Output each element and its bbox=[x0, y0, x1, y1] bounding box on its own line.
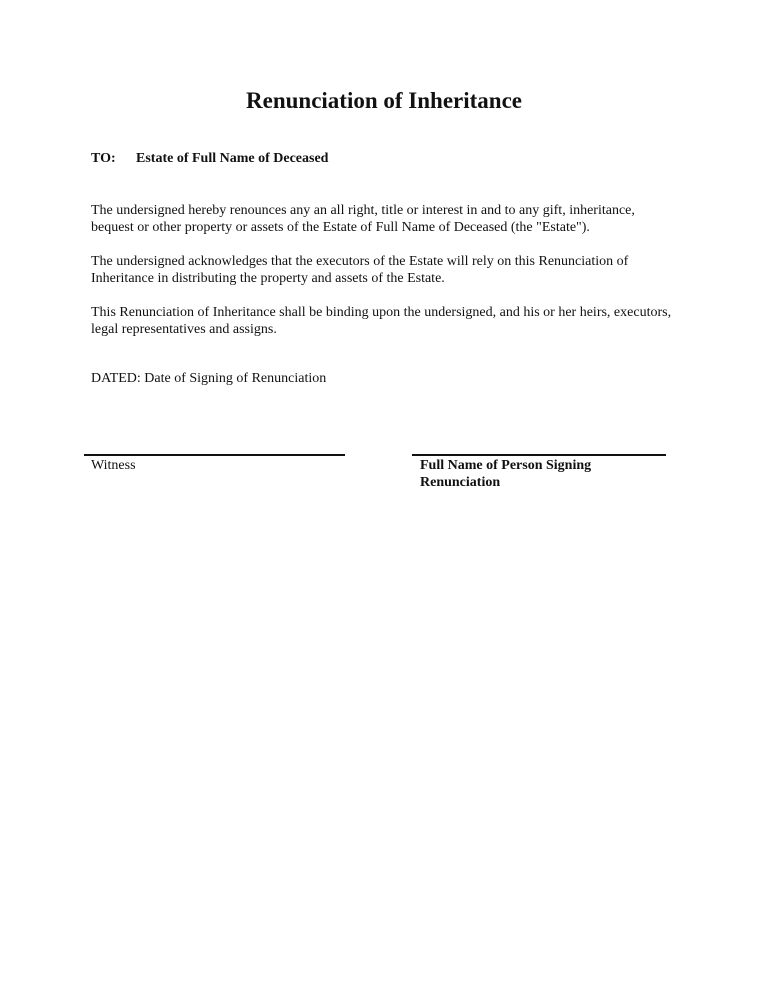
to-label: TO: bbox=[91, 151, 116, 166]
page-title: Renunciation of Inheritance bbox=[246, 88, 522, 113]
witness-signature-line bbox=[84, 454, 345, 456]
witness-label: Witness bbox=[91, 458, 136, 473]
signer-signature-line bbox=[412, 454, 666, 456]
to-recipient: Estate of Full Name of Deceased bbox=[136, 151, 329, 166]
signer-name-label: Full Name of Person Signing Renunciation bbox=[420, 458, 592, 490]
dated-line: DATED: Date of Signing of Renunciation bbox=[91, 371, 327, 386]
paragraph-binding: This Renunciation of Inheritance shall be binding upon the undersigned, and his or her heirs, executors, legal representatives and assigns. bbox=[91, 305, 672, 337]
paragraph-renunciation: The undersigned hereby renounces any an all right, title or interest in and to any gift, inheritance, bequest or other property or assets of the Estate of Full Name of Deceased (the "Estate"). bbox=[91, 203, 635, 235]
paragraph-acknowledgement: The undersigned acknowledges that the executors of the Estate will rely on this Renunciation of Inheritance in distributing the property and assets of the Estate. bbox=[91, 254, 629, 286]
to-line bbox=[91, 151, 328, 167]
